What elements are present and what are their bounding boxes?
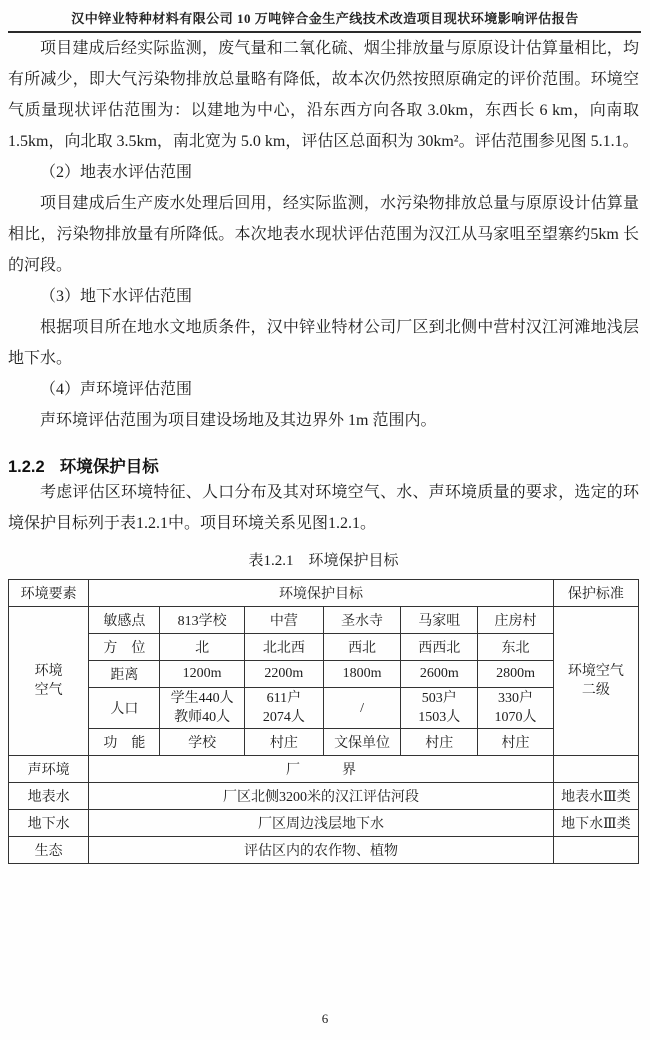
- table-cell: 村庄: [244, 729, 323, 756]
- page-number: 6: [321, 1011, 329, 1026]
- standard-air-line1: 环境空气: [567, 664, 624, 679]
- table-cell: [401, 688, 478, 729]
- running-header: 汉中锌业特种材料有限公司 10 万吨锌合金生产线技术改造项目现状环境影响评估报告: [71, 11, 579, 26]
- table-caption: 表1.2.1 环境保护目标: [248, 553, 399, 569]
- subheading-surface-water: （2）地表水评估范围: [40, 164, 193, 181]
- paragraph-surface-water: 项目建成后生产废水处理后回用，经实际监测，水污染物排放总量与原原设计估算量相比，污染物排放量有所降低。本次地表水现状评估范围为汉江从马家咀至望寨约5km 长的河段。: [8, 195, 639, 274]
- paragraph-air-scope: 项目建成后经实际监测，废气量和二氧化硫、烟尘排放量与原原设计估算量相比，均有所减少，即大气污染物排放总量略有降低，故本次仍然按照原确定的评价范围。环境空气质量现状评估范围为：以建地为中心，沿东西方向各取 3.0km，东西长 6 km，向南取 1.5km，向北取 3.5km，南北宽为 5.0 km，评估区总面积为 30km²。评估范围参见图 5.1.1。: [8, 40, 639, 150]
- population-line2: 教师40人: [174, 710, 231, 725]
- section-heading-1-2-2: [8, 453, 639, 477]
- population-line2: 2074人: [262, 710, 305, 725]
- table-cell: 西西北: [401, 634, 478, 661]
- table-cell: 2600m: [401, 661, 478, 688]
- table-cell: 北北西: [244, 634, 323, 661]
- table-row-surface-water: [9, 783, 639, 810]
- table-cell: 北: [160, 634, 244, 661]
- table-row-ecology: [9, 837, 639, 864]
- row-label: 方 位: [89, 634, 160, 661]
- table-row-sensitive-points: [9, 607, 639, 634]
- page-content: [0, 33, 650, 864]
- population-line2: 1070人: [494, 710, 537, 725]
- standard-air-line2: 二级: [581, 683, 610, 698]
- table-cell: 西北: [323, 634, 400, 661]
- protection-targets-table: [8, 579, 639, 864]
- table-cell: 1200m: [160, 661, 244, 688]
- table-cell: 圣水寺: [323, 607, 400, 634]
- row-label: 距离: [89, 661, 160, 688]
- table-cell: [160, 688, 244, 729]
- table-cell: [478, 688, 553, 729]
- table-cell: [244, 688, 323, 729]
- table-cell: 东北: [478, 634, 553, 661]
- table-row-direction: [9, 634, 639, 661]
- population-line1: 330户: [498, 691, 534, 706]
- table-cell: 2200m: [244, 661, 323, 688]
- standard-cell: [553, 837, 638, 864]
- standard-air-cell: [553, 607, 638, 756]
- factor-cell: 生态: [9, 837, 89, 864]
- population-line2: 1503人: [418, 710, 461, 725]
- factor-cell: 声环境: [9, 756, 89, 783]
- section-number: 1.2.2: [8, 458, 45, 476]
- table-row-noise: [9, 756, 639, 783]
- table-cell: 813学校: [160, 607, 244, 634]
- table-row-population: [9, 688, 639, 729]
- factor-air-cell: [9, 607, 89, 756]
- table-row-function: [9, 729, 639, 756]
- paragraph-groundwater: 根据项目所在地水文地质条件，汉中锌业特材公司厂区到北侧中营村汉江河滩地浅层地下水。: [8, 319, 639, 367]
- table-cell: 文保单位: [323, 729, 400, 756]
- header-factor: 环境要素: [9, 580, 89, 607]
- table-row-groundwater: [9, 810, 639, 837]
- header-target: 环境保护目标: [89, 580, 553, 607]
- target-cell: 评估区内的农作物、植物: [89, 837, 553, 864]
- target-cell: 厂区周边浅层地下水: [89, 810, 553, 837]
- table-cell: 中营: [244, 607, 323, 634]
- subheading-groundwater: （3）地下水评估范围: [40, 288, 193, 305]
- target-cell: 厂 界: [89, 756, 553, 783]
- row-label: 敏感点: [89, 607, 160, 634]
- paragraph-protection-targets: 考虑评估区环境特征、人口分布及其对环境空气、水、声环境质量的要求，选定的环境保护目标列于表1.2.1中。项目环境关系见图1.2.1。: [8, 484, 639, 532]
- factor-cell: 地下水: [9, 810, 89, 837]
- factor-air-line2: 空气: [34, 683, 63, 698]
- table-cell: 1800m: [323, 661, 400, 688]
- population-line1: /: [360, 700, 365, 716]
- paragraph-noise: 声环境评估范围为项目建设场地及其边界外 1m 范围内。: [40, 412, 437, 429]
- table-row-distance: [9, 661, 639, 688]
- header-standard: 保护标准: [553, 580, 638, 607]
- standard-cell: [553, 756, 638, 783]
- table-header-row: [9, 580, 639, 607]
- standard-cell: 地下水Ⅲ类: [553, 810, 638, 837]
- row-label: 功 能: [89, 729, 160, 756]
- population-line1: 学生440人: [170, 691, 234, 706]
- row-label: 人口: [89, 688, 160, 729]
- table-cell: 马家咀: [401, 607, 478, 634]
- subheading-noise: （4）声环境评估范围: [40, 381, 193, 398]
- factor-cell: 地表水: [9, 783, 89, 810]
- table-cell: 村庄: [478, 729, 553, 756]
- population-line1: 611户: [266, 691, 302, 706]
- table-cell: 村庄: [401, 729, 478, 756]
- section-title: 环境保护目标: [59, 458, 159, 476]
- factor-air-line1: 环境: [34, 664, 63, 679]
- table-cell: 2800m: [478, 661, 553, 688]
- table-cell: 庄房村: [478, 607, 553, 634]
- table-cell: 学校: [160, 729, 244, 756]
- standard-cell: 地表水Ⅲ类: [553, 783, 638, 810]
- target-cell: 厂区北侧3200米的汉江评估河段: [89, 783, 553, 810]
- table-cell: [323, 688, 400, 729]
- population-line1: 503户: [421, 691, 457, 706]
